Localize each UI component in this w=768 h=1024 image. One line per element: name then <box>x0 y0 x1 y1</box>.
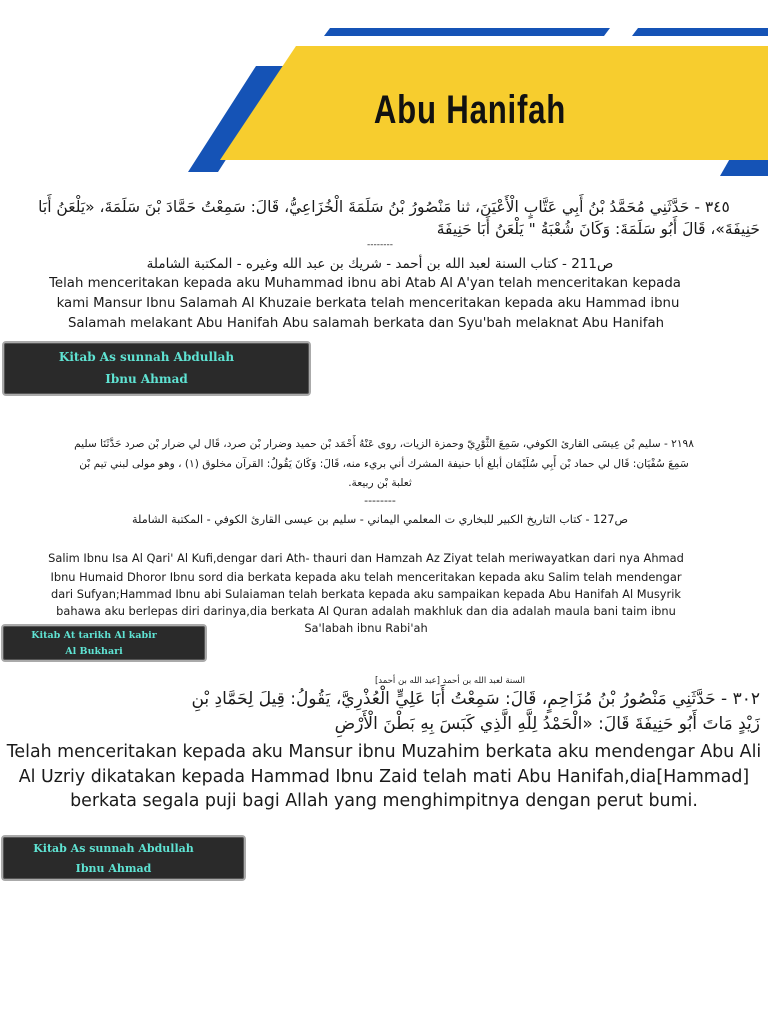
translation-line-4: bahawa aku berlepas diri darinya,dia berkata Al Quran adalah makhluk dan dia adalah maula bani taim ibnu <box>56 604 676 618</box>
separator: -------- <box>364 494 396 507</box>
book-label-line-1: Kitab At tarikh Al kabir <box>31 630 157 641</box>
page-title: Abu Hanifah <box>373 88 567 132</box>
translation-line-1: Telah menceritakan kepada aku Muhammad ibnu abi Atab Al A'yan telah menceritakan kepada <box>49 276 681 291</box>
blue-right-bar <box>632 28 768 36</box>
translation-line-2: kami Mansur Ibnu Salamah Al Khuzaie berkata telah menceritakan kepada aku Hammad ibnu <box>56 296 680 311</box>
arabic-sunnah-line-1: ٣٠٢ - حَدَّثَنِي مَنْصُورُ بْنُ مُزَاحِمٍ، قَالَ: سَمِعْتُ أَبَا عَلِيٍّ الْعُذْرِيَّ، يَقُولُ: قِيلَ لِحَمَّادِ بْنِ <box>191 689 760 709</box>
translation-line-3: dari Sufyan;Hammad Ibnu abi Sulaiaman telah berkata kepada aku sampaikan kepada Abu Hanifah Al Musyrik <box>51 587 681 601</box>
arabic-history-line-2: سَمِعَ سُفْيَان: قَال لي حماد بْن أَبِي سُلَيْمَان أبلغ أبا حنيفة المشرك أني بريء منه، قَالَ: وَكَانَ يَقُولُ: القرآن مخلوق (١) ، وهو مولى لبني تيم بْن <box>79 458 689 470</box>
translation-line-1: Salim Ibnu Isa Al Qari' Al Kufi,dengar dari Ath- thauri dan Hamzah Az Ziyat telah meriwayatkan dari nya Ahmad <box>48 551 684 565</box>
book-label-tarikh <box>1 624 207 662</box>
arabic-history-line-1: ٢١٩٨ - سليم بْن عِيسَى القارئ الكوفي، سَمِعَ الثَّوْرِيّ وحمزة الزيات، روى عَنْهُ أَحْمَد بْن حميد وضرار بْن صرد، قَال لي ضرار بْن صرد حَدَّثَنَا سليم <box>74 438 694 450</box>
book-label-line-2: Al Bukhari <box>65 646 123 657</box>
arabic-sunnah-line-2: زَيْدٍ مَاتَ أَبُو حَنِيفَةَ قَالَ: «الْحَمْدُ لِلَّهِ الَّذِي كَبَسَ بِهِ بَطْنَ الْأَرْضِ <box>334 714 760 734</box>
separator: -------- <box>367 240 393 250</box>
translation-line-2: Al Uzriy dikatakan kepada Hammad Ibnu Zaid telah mati Abu Hanifah,dia[Hammad] <box>18 767 750 787</box>
arabic-history-line-3: ثعلبة بْن ربيعة. <box>348 477 412 489</box>
book-label-line-2: Ibnu Ahmad <box>105 372 188 386</box>
arabic-hadith-line-1: ٣٤٥ - حَدَّثَنِي مُحَمَّدُ بْنُ أَبِي عَتَّابٍ الْأَعْيَنَ، ثنا مَنْصُورُ بْنُ سَلَمَةَ الْخُزَاعِيُّ، قَالَ: سَمِعْتُ حَمَّادَ بْنَ سَلَمَةَ، «يَلْعَنُ أَبَا <box>38 198 730 216</box>
translation-line-2: Ibnu Humaid Dhoror Ibnu sord dia berkata kepada aku telah menceritakan kepada aku Salim telah mendengar <box>50 570 682 584</box>
translation-line-3: berkata segala puji bagi Allah yang menghimpitnya dengan perut bumi. <box>70 791 698 811</box>
arabic-hadith-line-2: حَنِيفَةَ»، قَالَ أَبُو سَلَمَةَ: وَكَانَ شُعْبَةُ " يَلْعَنُ أَبَا حَنِيفَةَ <box>436 220 760 238</box>
blue-top-bar <box>324 28 610 36</box>
book-label-sunnah <box>1 835 246 881</box>
book-label-sunnah <box>2 341 311 396</box>
book-label-line-2: Ibnu Ahmad <box>75 862 152 875</box>
translation-line-1: Telah menceritakan kepada aku Mansur ibnu Muzahim berkata aku mendengar Abu Ali <box>6 742 762 762</box>
book-label-line-1: Kitab As sunnah Abdullah <box>33 842 194 855</box>
source-reference: ص211 - كتاب السنة لعبد الله بن أحمد - شريك بن عبد الله وغيره - المكتبة الشاملة <box>146 256 614 272</box>
translation-line-3: Salamah melakant Abu Hanifah Abu salamah berkata dan Syu'bah melaknat Abu Hanifah <box>67 316 665 331</box>
book-label-line-1: Kitab As sunnah Abdullah <box>58 350 235 364</box>
translation-line-5: Sa'labah ibnu Rabi'ah <box>304 621 428 635</box>
source-heading: السنة لعبد الله بن أحمد [عبد الله بن أحمد] <box>374 676 526 686</box>
source-reference: ص127 - كتاب التاريخ الكبير للبخاري ت المعلمي اليماني - سليم بن عيسى القارئ الكوفي - المكتبة الشاملة <box>132 513 628 526</box>
